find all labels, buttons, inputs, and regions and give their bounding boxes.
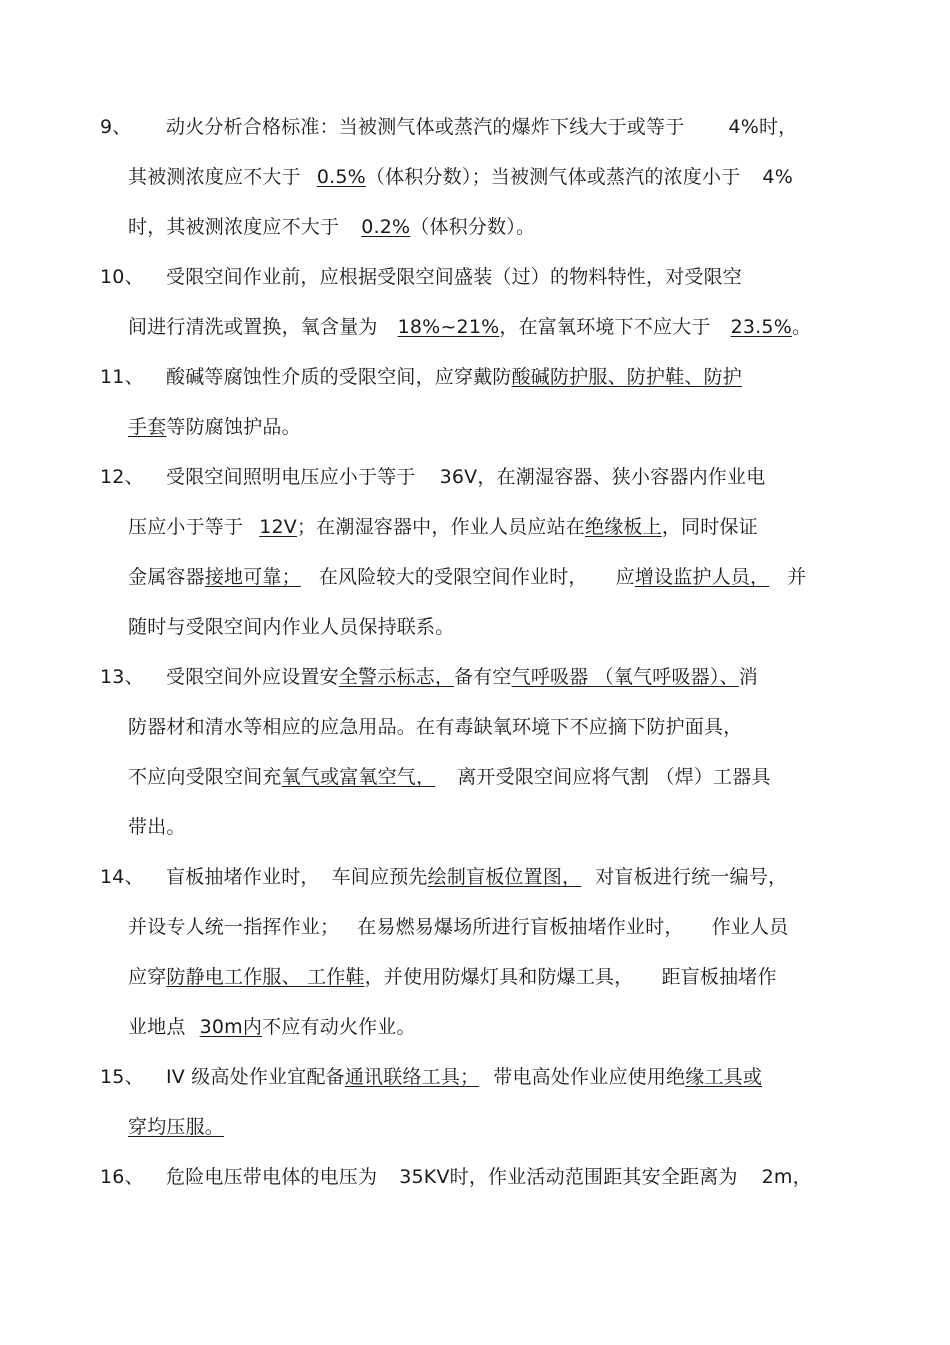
item-6-line-1 (100, 862, 787, 892)
text-segment: 离开受限空间应将气割 （焊）工器具 (457, 766, 771, 788)
text-segment: 35KV时，作业活动范围距其安全距离为 (399, 1166, 738, 1188)
item-number: 15、 (100, 1066, 144, 1088)
text-segment: 业地点 (128, 1016, 186, 1038)
item-2-line-2 (128, 312, 811, 342)
answer-blank: 通讯联络工具； (344, 1066, 480, 1088)
answer-blank: 穿均压服。 (128, 1116, 225, 1138)
item-number: 12、 (100, 466, 144, 488)
item-7-line-1 (100, 1062, 762, 1092)
item-3-line-1 (100, 362, 742, 392)
answer-blank: 增设监护人员， (634, 566, 770, 588)
text-segment: 时，其被测浓度应不大于 (128, 216, 340, 238)
text-segment: 随时与受限空间内作业人员保持联系。 (128, 616, 455, 638)
answer-blank: 0.2% (361, 216, 411, 238)
item-8-line-1 (100, 1162, 812, 1192)
text-segment: 在风险较大的受限空间作业时， (318, 566, 588, 588)
item-number: 11、 (100, 366, 144, 388)
answer-blank: 绘制盲板位置图， (427, 866, 582, 888)
text-segment: （体积分数）；当被测气体或蒸汽的浓度小于 (365, 166, 741, 188)
item-4-line-1 (100, 462, 765, 492)
text-segment: 受限空间外应设置安 (166, 666, 339, 688)
answer-blank: 酸碱防护服、防护鞋、防护 (511, 366, 743, 388)
text-segment: 36V (439, 466, 478, 488)
text-segment: ；在潮湿容器中，作业人员应站在 (296, 516, 585, 538)
text-segment: ，同时保证 (661, 516, 758, 538)
text-segment: 4% (762, 166, 793, 188)
answer-blank: 12V (259, 516, 297, 538)
item-number: 16、 (100, 1166, 144, 1188)
text-segment: 应 (615, 566, 635, 588)
text-segment: 其被测浓度应不大于 (128, 166, 301, 188)
text-segment: 防器材和清水等相应的应急用品。在有毒缺氧环境下不应摘下防护面具， (128, 716, 743, 738)
answer-blank: 18%~21% (397, 316, 500, 338)
item-4-line-3 (128, 562, 806, 592)
answer-blank: 氧气或富氧空气， (281, 766, 436, 788)
text-segment: IV 级高处作业宜配备 (166, 1066, 345, 1088)
answer-blank: 30m内 (199, 1016, 263, 1038)
answer-blank: 气呼吸器 （氧气呼吸器）、 (511, 666, 739, 688)
answer-blank: 0.5% (316, 166, 366, 188)
text-segment: 带电高处作业应使用绝 (493, 1066, 686, 1088)
item-2-line-1 (100, 262, 742, 292)
item-5-line-2 (128, 712, 756, 742)
text-segment: 压应小于等于 (128, 516, 244, 538)
answer-blank: 手套 (128, 416, 167, 438)
text-segment: 在易燃易爆场所进行盲板抽堵作业时， (357, 916, 684, 938)
answer-blank: 接地可靠； (204, 566, 301, 588)
text-segment: 备有空 (454, 666, 512, 688)
item-6-line-3 (128, 962, 777, 992)
text-segment: 受限空间照明电压应小于等于 (166, 466, 416, 488)
text-segment: 作业人员 (711, 916, 789, 938)
item-1-line-2 (128, 162, 793, 192)
item-number: 9、 (100, 116, 132, 138)
answer-blank: 23.5% (730, 316, 792, 338)
text-segment: 应穿 (128, 966, 167, 988)
item-number: 10、 (100, 266, 144, 288)
text-segment: 受限空间作业前，应根据受限空间盛装（过）的物料特性，对受限空 (166, 266, 743, 288)
text-segment: 盲板抽堵作业时， (166, 866, 320, 888)
item-6-line-2 (128, 912, 788, 942)
item-4-line-4 (128, 612, 454, 642)
text-segment: 4%时， (728, 116, 798, 138)
text-segment: 车间应预先 (331, 866, 428, 888)
item-5-line-4 (128, 812, 186, 842)
text-segment: ，并使用防爆灯具和防爆工具， (364, 966, 634, 988)
item-5-line-3 (128, 762, 771, 792)
answer-blank: 全警示标志， (338, 666, 455, 688)
item-7-line-2 (128, 1112, 224, 1142)
text-segment: 间进行清洗或置换，氧含量为 (128, 316, 378, 338)
item-number: 14、 (100, 866, 144, 888)
answer-blank: 缘工具或 (685, 1066, 763, 1088)
text-segment: 危险电压带电体的电压为 (166, 1166, 378, 1188)
text-segment: ，在潮湿容器、狭小容器内作业电 (477, 466, 766, 488)
text-segment: 等防腐蚀护品。 (166, 416, 301, 438)
text-segment: （体积分数）。 (410, 216, 536, 238)
text-segment: 消 (738, 666, 758, 688)
text-segment: 并设专人统一指挥作业； (128, 916, 340, 938)
text-segment: 带出。 (128, 816, 186, 838)
item-5-line-1 (100, 662, 758, 692)
text-segment: 。 (791, 316, 812, 338)
text-segment: 对盲板进行统一编号， (595, 866, 788, 888)
text-segment: 动火分析合格标准：当被测气体或蒸汽的爆炸下线大于或等于 (166, 116, 685, 138)
text-segment: 金属容器 (128, 566, 205, 588)
text-segment: 不应有动火作业。 (262, 1016, 416, 1038)
text-segment: 距盲板抽堵作 (661, 966, 777, 988)
answer-blank: 绝缘板上 (585, 516, 662, 538)
item-4-line-2 (128, 512, 758, 542)
item-6-line-4 (128, 1012, 416, 1042)
item-1-line-3 (128, 212, 535, 242)
text-segment: ，在富氧环境下不应大于 (499, 316, 711, 338)
text-segment: 并 (787, 566, 807, 588)
answer-blank: 防静电工作服、 工作鞋 (166, 966, 365, 988)
item-3-line-2 (128, 412, 301, 442)
item-number: 13、 (100, 666, 144, 688)
text-segment: 酸碱等腐蚀性介质的受限空间，应穿戴防 (166, 366, 512, 388)
text-segment: 不应向受限空间充 (128, 766, 282, 788)
item-1-line-1 (100, 112, 797, 142)
text-segment: 2m， (761, 1166, 812, 1188)
